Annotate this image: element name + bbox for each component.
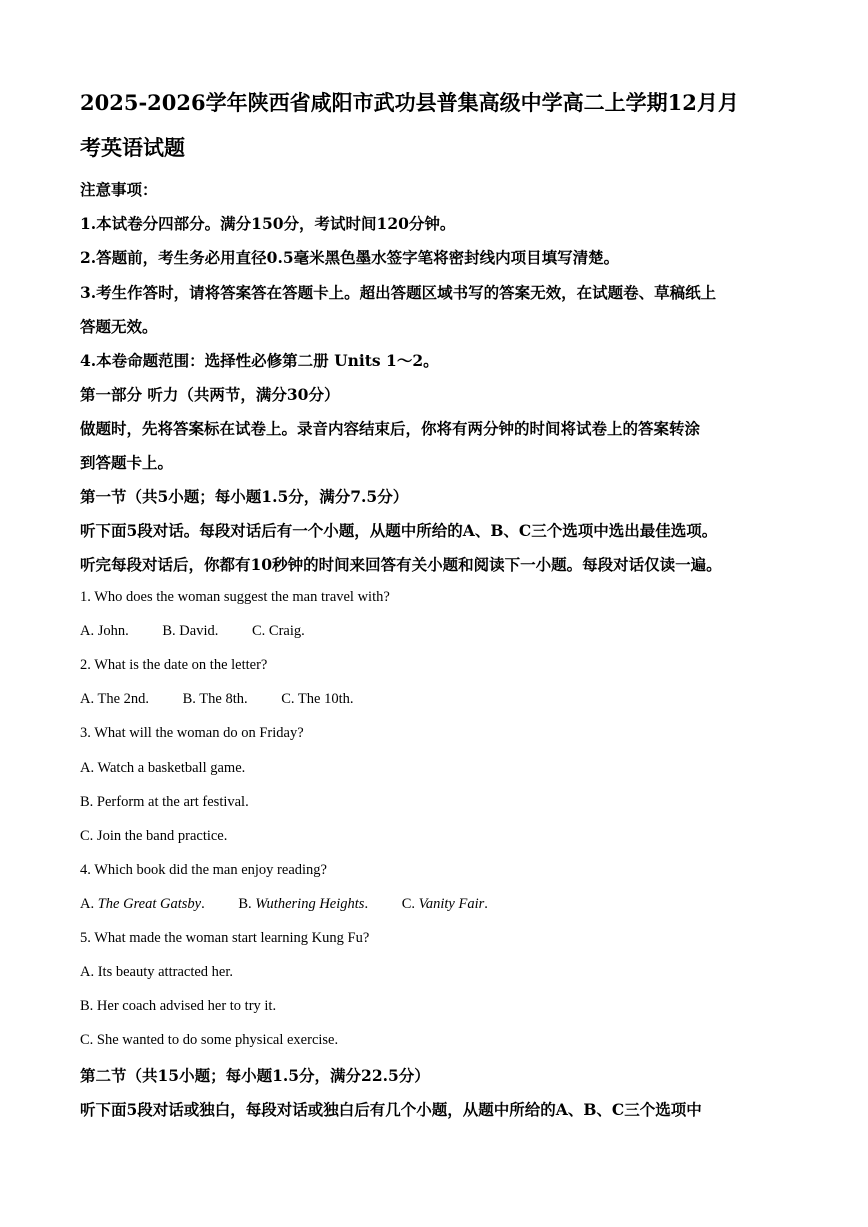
section1-instructions-line-2: 听完每段对话后，你都有10秒钟的时间来回答有关小题和阅读下一小题。每段对话仅读一遍。: [80, 555, 722, 574]
option-punct: .: [201, 896, 205, 912]
option-a: A. The 2nd.: [80, 691, 150, 707]
option-letter: C.: [401, 896, 419, 912]
question-stem: 4. Which book did the man enjoy reading?: [80, 862, 327, 878]
part1-instructions-line-1: 做题时，先将答案标在试卷上。录音内容结束后，你将有两分钟的时间将试卷上的答案转涂: [80, 419, 701, 438]
option-c: C. She wanted to do some physical exercise.: [80, 1032, 339, 1048]
question-stem: 5. What made the woman start learning Kung Fu?: [80, 930, 370, 946]
section1-instructions-line-1: 听下面5段对话。每段对话后有一个小题，从题中所给的A、B、C三个选项中选出最佳选项。: [80, 521, 718, 540]
notice-item: 2.答题前，考生务必用直径0.5毫米黑色墨水签字笔将密封线内项目填写清楚。: [80, 248, 620, 267]
question-options: [80, 896, 488, 913]
part1-instructions-line-2: 到答题卡上。: [80, 453, 174, 472]
question-options: [80, 623, 305, 640]
option-a: [80, 896, 205, 913]
option-c: C. The 10th.: [281, 691, 354, 707]
option-c: C. Craig.: [251, 623, 305, 639]
question-options: [80, 691, 353, 708]
book-title: Vanity Fair: [418, 896, 485, 912]
option-punct: .: [364, 896, 369, 912]
section2-heading: 第二节（共15小题；每小题1.5分，满分22.5分）: [80, 1066, 430, 1085]
book-title: Wuthering Heights: [255, 896, 365, 912]
option-b: B. The 8th.: [182, 691, 248, 707]
option-a: A. John.: [80, 623, 129, 639]
option-b: B. Her coach advised her to try it.: [80, 998, 277, 1014]
option-a: A. Its beauty attracted her.: [80, 964, 233, 980]
option-b: B. Perform at the art festival.: [80, 794, 249, 810]
notice-item-continued: 答题无效。: [80, 317, 158, 336]
option-b: [238, 896, 368, 913]
option-c: [402, 896, 488, 913]
option-letter: B.: [238, 896, 256, 912]
notice-item: 4.本卷命题范围：选择性必修第二册 Units 1～2。: [80, 351, 439, 370]
book-title: The Great Gatsby: [97, 896, 202, 912]
part1-heading: 第一部分 听力（共两节，满分30分）: [80, 385, 340, 404]
option-a: A. Watch a basketball game.: [80, 760, 246, 776]
question-stem: 1. Who does the woman suggest the man travel with?: [80, 589, 390, 605]
question-stem: 3. What will the woman do on Friday?: [80, 725, 304, 741]
question-stem: 2. What is the date on the letter?: [80, 657, 268, 673]
exam-title-line-1: 2025-2026学年陕西省咸阳市武功县普集高级中学高二上学期12月月: [80, 90, 739, 115]
option-punct: .: [484, 896, 488, 912]
notice-heading: 注意事项：: [80, 180, 158, 199]
exam-title-line-2: 考英语试题: [80, 135, 185, 160]
option-c: C. Join the band practice.: [80, 828, 228, 844]
notice-item: 3.考生作答时，请将答案答在答题卡上。超出答题区域书写的答案无效，在试题卷、草稿纸上: [80, 283, 717, 302]
section2-instructions-line-1: 听下面5段对话或独白，每段对话或独白后有几个小题，从题中所给的A、B、C三个选项中: [80, 1100, 702, 1119]
section1-heading: 第一节（共5小题；每小题1.5分，满分7.5分）: [80, 487, 409, 506]
option-letter: A.: [80, 896, 98, 912]
option-b: B. David.: [162, 623, 219, 639]
notice-item: 1.本试卷分四部分。满分150分，考试时间120分钟。: [80, 214, 456, 233]
